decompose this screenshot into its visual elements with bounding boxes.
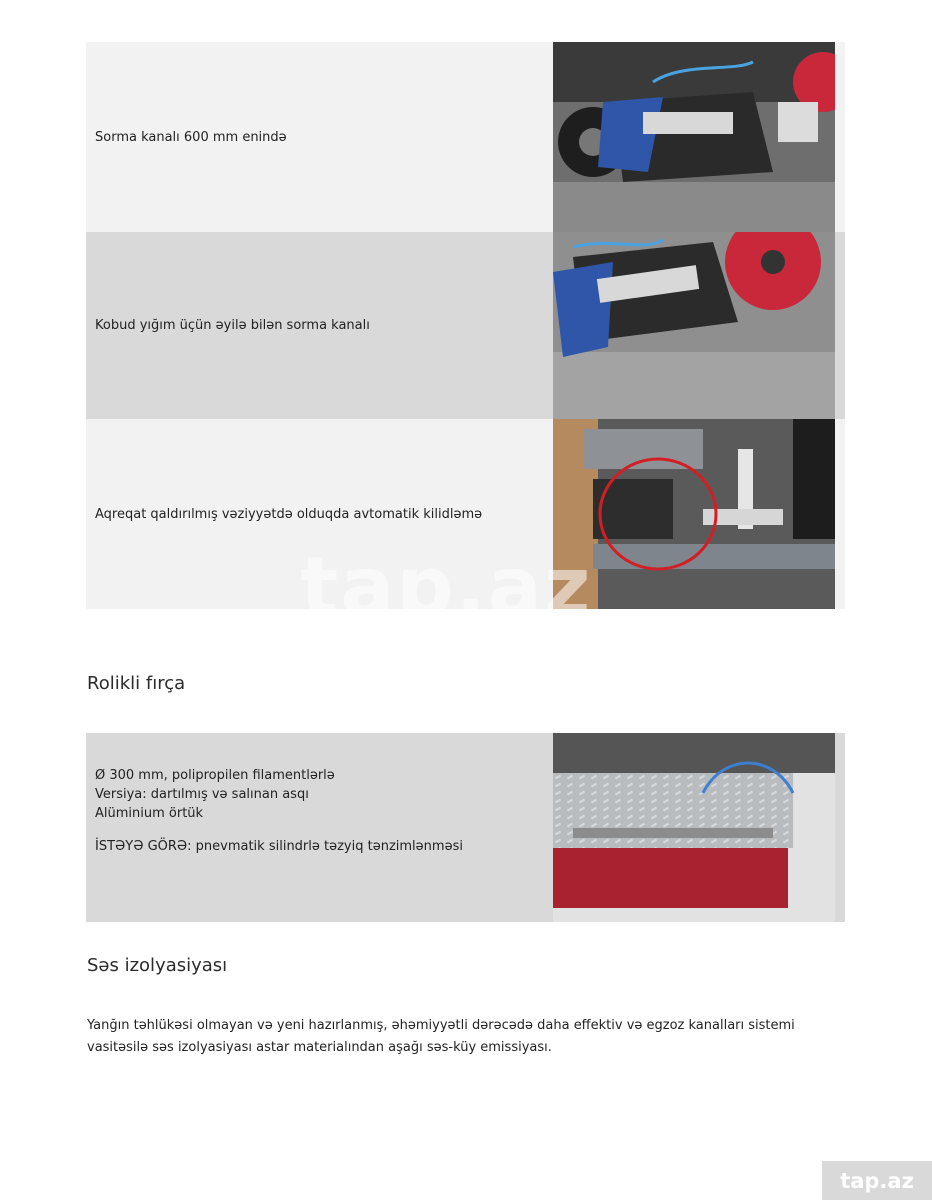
sound-insulation-heading: Səs izolyasiyası xyxy=(87,955,228,976)
feature-row-tilting-channel xyxy=(86,232,845,419)
sound-insulation-paragraph: Yanğın təhlükəsi olmayan və yeni hazırlanmış, əhəmiyyətli dərəcədə daha effektiv və egzoz kanalları sistemi vasitəsilə səs izolyasiyası astar materialından aşağı səs-küy emissiyası. xyxy=(87,1018,795,1055)
roller-brush-line: Versiya: dartılmış və salınan asqı xyxy=(95,787,309,802)
roller-brush-row xyxy=(86,733,845,922)
roller-brush-line: Alüminium örtük xyxy=(95,806,204,821)
feature-text: Aqreqat qaldırılmış vəziyyətdə olduqda avtomatik kilidləmə xyxy=(95,506,483,522)
feature-text: Kobud yığım üçün əyilə bilən sorma kanalı xyxy=(95,318,370,333)
feature-row-suction-width xyxy=(86,42,845,232)
feature-text: Sorma kanalı 600 mm enində xyxy=(95,129,287,145)
roller-brush-heading: Rolikli fırça xyxy=(87,673,186,694)
tilting-channel-photo xyxy=(553,232,835,419)
ghost-watermark: tap.az xyxy=(300,540,593,633)
roller-brush-line: Ø 300 mm, polipropilen filamentlərlə xyxy=(95,768,335,783)
roller-brush-photo xyxy=(553,733,835,922)
roller-brush-option: İSTƏYƏ GÖRƏ: pnevmatik silindrlə təzyiq tənzimlənməsi xyxy=(95,839,463,854)
suction-channel-photo xyxy=(553,42,835,232)
auto-lock-photo xyxy=(553,419,835,609)
tap-az-watermark: tap.az xyxy=(822,1161,932,1200)
